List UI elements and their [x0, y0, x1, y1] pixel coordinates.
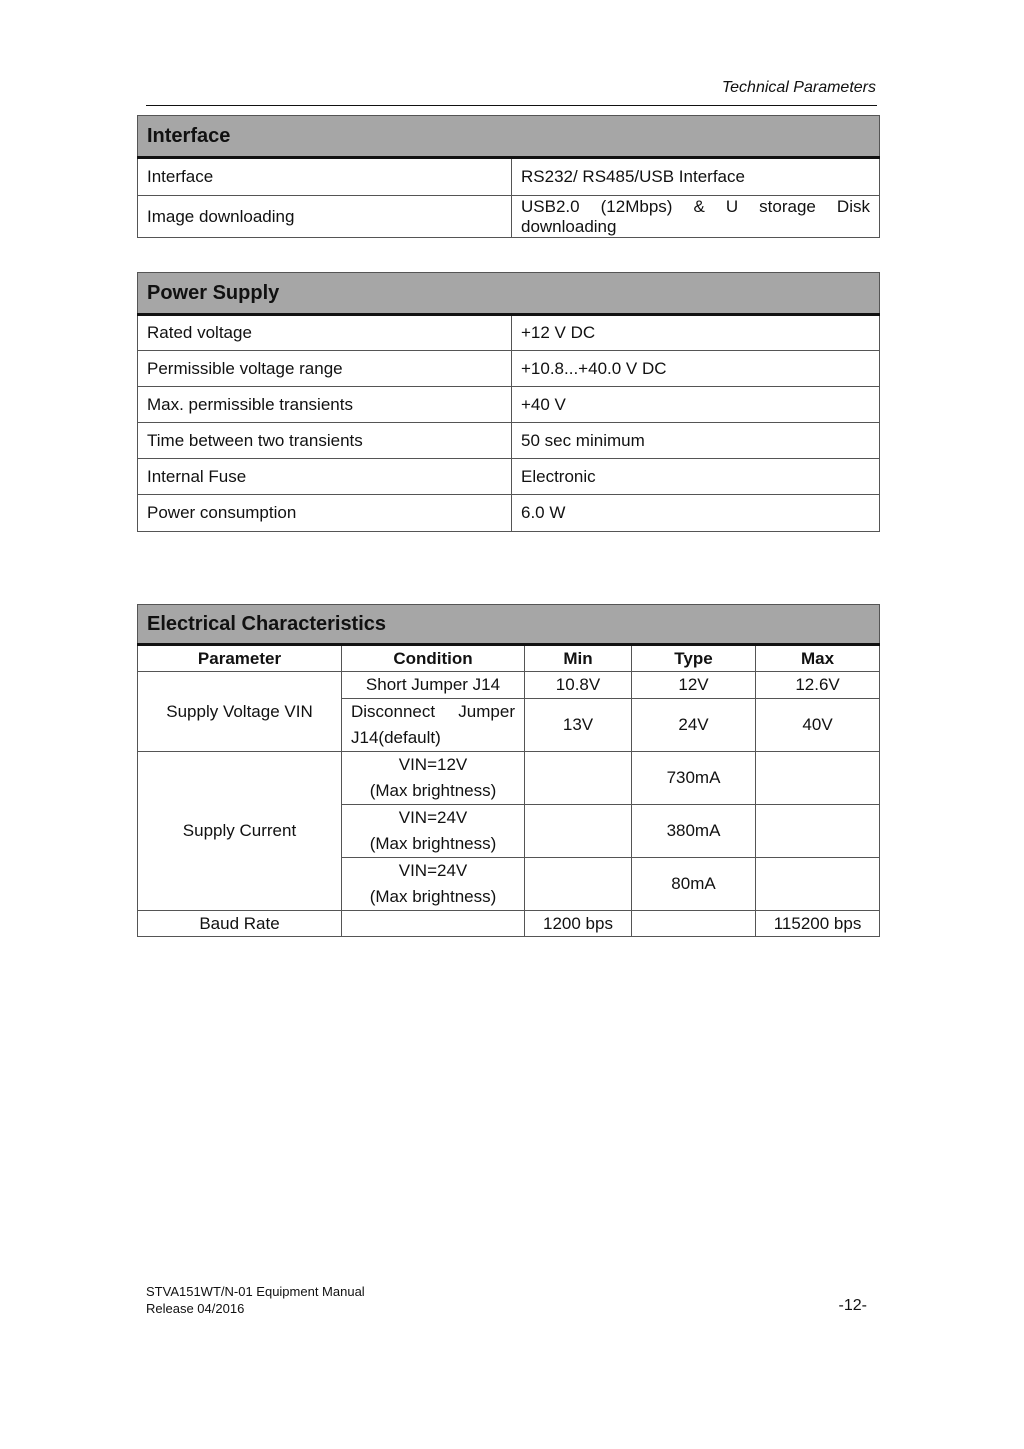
row-label: Image downloading — [138, 196, 512, 238]
condition-cell — [342, 911, 525, 937]
min-cell — [525, 805, 632, 858]
header-divider — [146, 105, 877, 106]
table-row — [138, 351, 880, 387]
power-supply-table — [137, 272, 880, 532]
parameter-cell: Baud Rate — [138, 911, 342, 937]
running-header: Technical Parameters — [721, 79, 876, 96]
row-value: +10.8...+40.0 V DC — [512, 351, 880, 387]
condition-line: J14(default) — [351, 728, 441, 747]
type-cell — [632, 911, 756, 937]
table-row — [138, 387, 880, 423]
type-cell: 80mA — [632, 858, 756, 911]
min-cell: 1200 bps — [525, 911, 632, 937]
column-header-min: Min — [525, 645, 632, 672]
max-cell: 12.6V — [756, 672, 880, 699]
condition-cell — [342, 699, 525, 752]
column-header-max: Max — [756, 645, 880, 672]
electrical-table-title: Electrical Characteristics — [138, 605, 880, 645]
row-label: Max. permissible transients — [138, 387, 512, 423]
condition-cell — [342, 752, 525, 805]
row-value: +40 V — [512, 387, 880, 423]
table-row — [138, 423, 880, 459]
row-label: Power consumption — [138, 495, 512, 532]
table-row — [138, 158, 880, 196]
condition-line: (Max brightness) — [369, 887, 497, 906]
table-row — [138, 672, 880, 699]
max-cell — [756, 805, 880, 858]
row-label: Rated voltage — [138, 315, 512, 351]
condition-cell — [342, 805, 525, 858]
row-label: Time between two transients — [138, 423, 512, 459]
row-value: +12 V DC — [512, 315, 880, 351]
condition-line: (Max brightness) — [369, 834, 497, 853]
table-row — [138, 315, 880, 351]
electrical-characteristics-table — [137, 604, 880, 937]
condition-line: VIN=12V — [398, 755, 468, 774]
table-row — [138, 495, 880, 532]
table-row — [138, 196, 880, 238]
min-cell — [525, 752, 632, 805]
min-cell — [525, 858, 632, 911]
page-number: -12- — [838, 1297, 867, 1314]
row-value: RS232/ RS485/USB Interface — [512, 158, 880, 196]
column-header-condition: Condition — [342, 645, 525, 672]
max-cell — [756, 752, 880, 805]
table-row — [138, 911, 880, 937]
column-header-parameter: Parameter — [138, 645, 342, 672]
footer-document-info — [146, 1283, 365, 1317]
column-header-row — [138, 645, 880, 672]
row-value: USB2.0 (12Mbps) & U storage Disk downloading — [512, 196, 880, 238]
parameter-cell: Supply Voltage VIN — [138, 672, 342, 752]
max-cell: 115200 bps — [756, 911, 880, 937]
type-cell: 730mA — [632, 752, 756, 805]
condition-line: Disconnect Jumper — [351, 702, 515, 721]
footer-manual-title: STVA151WT/N-01 Equipment Manual — [146, 1284, 365, 1299]
condition-line: VIN=24V — [398, 808, 468, 827]
max-cell — [756, 858, 880, 911]
power-supply-table-title: Power Supply — [138, 273, 880, 315]
condition-cell: Short Jumper J14 — [342, 672, 525, 699]
interface-table — [137, 115, 880, 238]
condition-line: VIN=24V — [398, 861, 468, 880]
row-label: Internal Fuse — [138, 459, 512, 495]
footer-release: Release 04/2016 — [146, 1301, 245, 1316]
column-header-type: Type — [632, 645, 756, 672]
row-label: Interface — [138, 158, 512, 196]
row-value: 6.0 W — [512, 495, 880, 532]
table-row — [138, 459, 880, 495]
condition-cell — [342, 858, 525, 911]
min-cell: 13V — [525, 699, 632, 752]
interface-table-title: Interface — [138, 116, 880, 158]
row-value: 50 sec minimum — [512, 423, 880, 459]
max-cell: 40V — [756, 699, 880, 752]
table-row — [138, 752, 880, 805]
parameter-cell: Supply Current — [138, 752, 342, 911]
condition-line: (Max brightness) — [369, 781, 497, 800]
type-cell: 24V — [632, 699, 756, 752]
type-cell: 380mA — [632, 805, 756, 858]
min-cell: 10.8V — [525, 672, 632, 699]
row-value: Electronic — [512, 459, 880, 495]
type-cell: 12V — [632, 672, 756, 699]
row-label: Permissible voltage range — [138, 351, 512, 387]
